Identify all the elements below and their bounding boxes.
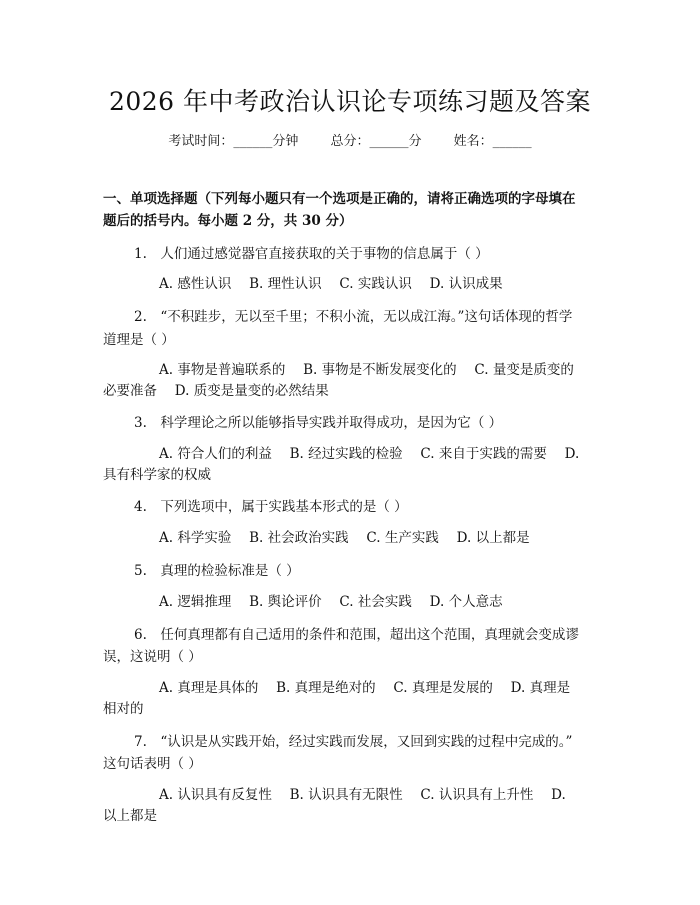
question-7-stem-line-1: 7. “认识是从实践开始，经过实践而发展，又回到实践的过程中完成的。” [134,734,573,750]
question-1-stem: 1. 人们通过感觉器官直接获取的关于事物的信息属于（ ） [134,246,489,262]
question-3-options-line-2: 具有科学家的权威 [103,467,211,483]
question-7-options-line-1: A. 认识具有反复性 B. 认识具有无限性 C. 认识具有上升性 D. [159,787,566,803]
question-1-options: A. 感性认识 B. 理性认识 C. 实践认识 D. 认识成果 [159,276,503,292]
question-4-options: A. 科学实验 B. 社会政治实践 C. 生产实践 D. 以上都是 [159,530,530,546]
question-5-options: A. 逻辑推理 B. 舆论评价 C. 社会实践 D. 个人意志 [159,594,503,610]
question-3-stem: 3. 科学理论之所以能够指导实践并取得成功，是因为它（ ） [134,415,503,431]
question-4-stem: 4. 下列选项中，属于实践基本形式的是（ ） [134,499,408,515]
exam-name: 姓名：______ [453,134,532,149]
question-7-options-line-2: 以上都是 [103,808,157,824]
question-2-stem-line-1: 2. “不积跬步，无以至千里；不积小流，无以成江海。”这句话体现的哲学 [134,309,573,325]
question-2-options-line-1: A. 事物是普遍联系的 B. 事物是不断发展变化的 C. 量变是质变的 [159,362,574,378]
question-6-stem-line-1: 6. 任何真理都有自己适用的条件和范围，超出这个范围，真理就会变成谬 [134,627,579,643]
question-7-stem-line-2: 这句话表明（ ） [103,756,202,772]
question-2-stem-line-2: 道理是（ ） [103,332,175,348]
page-title: 2026 年中考政治认识论专项练习题及答案 [108,87,592,116]
question-6-options-line-2: 相对的 [103,701,144,717]
question-6-options-line-1: A. 真理是具体的 B. 真理是绝对的 C. 真理是发展的 D. 真理是 [159,680,571,696]
question-6-stem-line-2: 误，这说明（ ） [103,649,202,665]
question-5-stem: 5. 真理的检验标准是（ ） [134,563,300,579]
section-heading-line-1: 一、单项选择题（下列每小题只有一个选项是正确的，请将正确选项的字母填在 [103,191,576,207]
exam-meta [0,130,700,149]
exam-time: 考试时间：______分钟 [168,134,299,149]
exam-score: 总分：______分 [330,134,422,149]
question-2-options-line-2: 必要准备 D. 质变是量变的必然结果 [103,383,329,399]
section-heading-line-2: 题后的括号内。每小题 2 分，共 30 分） [103,213,353,229]
question-3-options-line-1: A. 符合人们的利益 B. 经过实践的检验 C. 来自于实践的需要 D. [159,446,580,462]
